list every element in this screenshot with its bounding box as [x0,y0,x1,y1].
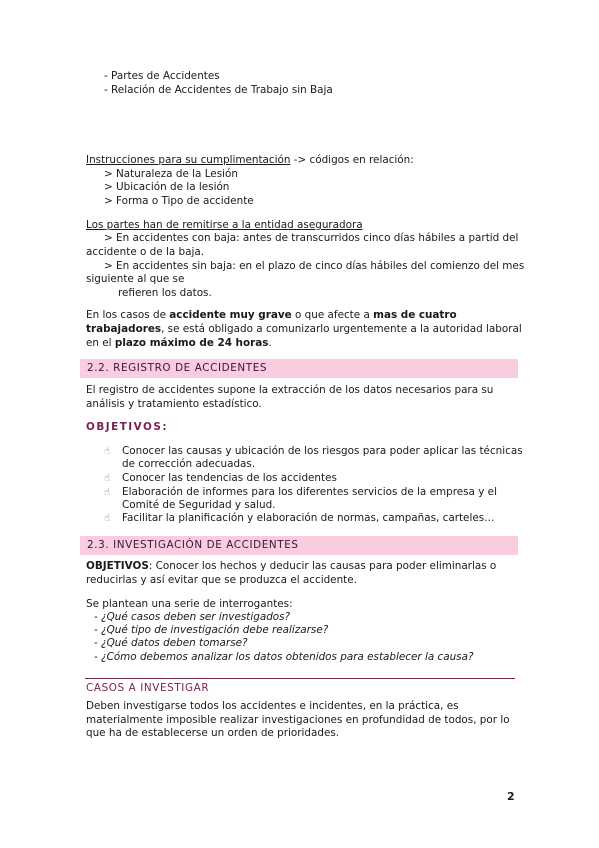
question-text: - ¿Qué casos deben ser investigados? [94,611,291,623]
remit-line: accidente o de la baja. [86,246,205,258]
instruction-item: > Ubicación de la lesión [104,181,230,193]
instructions-line [86,154,414,168]
subsection-title: CASOS A INVESTIGAR [86,682,210,694]
bullet-text: Facilitar la planificación y elaboración de normas, campañas, carteles… [122,512,495,524]
objectives-line [86,560,496,574]
bullet-text: Comité de Seguridad y salud. [122,499,276,511]
remit-line: > En accidentes con baja: antes de transcurridos cinco días hábiles a partid del [104,232,519,244]
grave-bold: mas de cuatro [373,309,457,321]
instruction-item: > Naturaleza de la Lesión [104,168,238,180]
grave-text: o que afecte a [291,309,374,321]
paragraph-line: Deben investigarse todos los accidentes e incidentes, en la práctica, es [86,700,459,712]
grave-text: En los casos de [86,309,170,321]
question-item [94,611,290,625]
grave-text: . [268,337,272,349]
grave-bold: plazo máximo de 24 horas [114,337,269,349]
section-title: 2.3. INVESTIGACIÓN DE ACCIDENTES [87,539,299,551]
pointing-hand-icon: ☝ [104,446,111,457]
question-item [94,624,328,638]
top-list-item: - Partes de Accidentes [104,70,220,82]
bullet-text: Elaboración de informes para los diferentes servicios de la empresa y el [122,486,497,498]
grave-text: , se está obligado a comunizarlo urgentemente a la autoridad laboral [161,323,522,335]
top-list-item: - Relación de Accidentes de Trabajo sin Baja [104,84,333,96]
paragraph-line: análisis y tratamiento estadístico. [86,398,262,410]
paragraph-line: que ha de establecerse un orden de prioridades. [86,727,340,739]
remit-line: siguiente al que se [86,273,185,285]
page-number: 2 [507,790,515,803]
paragraph-line: El registro de accidentes supone la extracción de los datos necesarios para su [86,384,494,396]
instruction-item: > Forma o Tipo de accidente [104,195,254,207]
grave-bold: accidente muy grave [169,309,292,321]
section-title: 2.2. REGISTRO DE ACCIDENTES [87,362,268,374]
objectives-bold-label: OBJETIVOS [86,560,149,572]
grave-text: en el [86,337,115,349]
grave-bold: trabajadores [86,323,162,335]
grave-line-2 [86,323,522,337]
bullet-text: de corrección adecuadas. [122,458,256,470]
question-item [94,651,473,665]
grave-line-3 [86,337,272,351]
pointing-hand-icon: ☝ [104,487,111,498]
instructions-rest: -> códigos en relación: [290,154,414,166]
remit-line: > En accidentes sin baja: en el plazo de cinco días hábiles del comienzo del mes [104,260,525,272]
instructions-link: Instrucciones para su cumplimentación [86,154,291,166]
question-item [94,637,248,651]
grave-line-1 [86,309,457,323]
question-text: - ¿Qué datos deben tomarse? [94,637,248,649]
bullet-text: Conocer las causas y ubicación de los riesgos para poder aplicar las técnicas [122,445,523,457]
pointing-hand-icon: ☝ [104,513,111,524]
objectives-label: OBJETIVOS: [86,421,169,433]
remit-heading: Los partes han de remitirse a la entidad aseguradora [86,219,363,231]
pointing-hand-icon: ☝ [104,473,111,484]
question-text: - ¿Cómo debemos analizar los datos obtenidos para establecer la causa? [94,651,474,663]
question-text: - ¿Qué tipo de investigación debe realizarse? [94,624,329,636]
remit-line: refieren los datos. [118,287,212,299]
objectives-text: : Conocer los hechos y deducir las causas para poder eliminarlas o [148,560,497,572]
paragraph-line: materialmente imposible realizar investigaciones en profundidad de todos, por lo [86,714,510,726]
section-divider [85,678,515,679]
questions-intro: Se plantean una serie de interrogantes: [86,598,293,610]
bullet-text: Conocer las tendencias de los accidentes [122,472,337,484]
objectives-line: reducirlas y así evitar que se produzca el accidente. [86,574,357,586]
